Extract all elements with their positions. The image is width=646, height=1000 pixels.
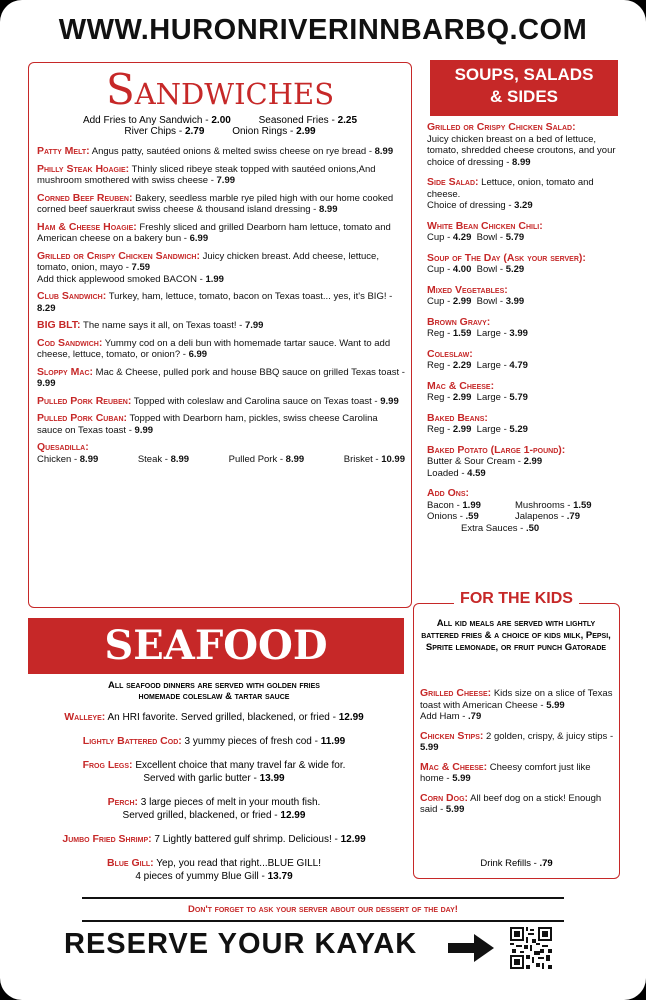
menu-item: Pulled Pork Reuben: Topped with coleslaw and Carolina sauce on Texas toast - 9.99 <box>37 394 399 407</box>
kids-intro: All kid meals are served with lightly battered fries & a choice of kids milk, Pepsi, Sprite lemonade, or fruit punch Gatorade <box>421 618 611 653</box>
menu-item: Pulled Pork Cuban: Topped with Dearborn ham, pickles, swiss cheese Carolina sauce on Texas toast - 9.99 <box>37 412 378 436</box>
menu-item: Lightly Battered Cod: 3 yummy pieces of fresh cod - 11.99 <box>82 735 346 747</box>
soups-header: SOUPS, SALADS & SIDES <box>430 60 618 116</box>
menu-item: Mac & Cheese: Reg - 2.99 Large - 5.79 <box>427 379 528 403</box>
seafood-list <box>28 680 400 894</box>
menu-item: Coleslaw: Reg - 2.29 Large - 4.79 <box>427 347 528 371</box>
soups-list <box>427 122 623 543</box>
menu-item: Perch: 3 large pieces of melt in your mouth fish. Served grilled, blackened, or fried - 12.99 <box>107 796 321 821</box>
menu-item: Corn Dog: All beef dog on a stick! Enough said - 5.99 <box>420 791 602 815</box>
drink-refills: Drink Refills - .79 <box>480 858 553 869</box>
menu-item: Frog Legs: Excellent choice that many travel far & wide for. Served with garlic butter - 13.99 <box>82 759 346 784</box>
arrow-right-icon <box>448 932 496 964</box>
menu-item: Patty Melt: Angus patty, sautéed onions & melted swiss cheese on rye bread - 8.99 <box>37 145 394 157</box>
kids-list <box>420 688 614 824</box>
sandwiches-section <box>28 62 412 608</box>
menu-item: Grilled or Crispy Chicken Salad: Juicy chicken breast on a bed of lettuce, tomato, shredded cheese croutons, and your choice of dressing - 8.99 <box>427 121 616 168</box>
quesadilla-item: Quesadilla: Chicken - 8.99 Steak - 8.99 Pulled Pork - 8.99 Brisket - 10.99 <box>37 441 405 465</box>
kids-section <box>413 590 620 879</box>
menu-item: Brown Gravy: Reg - 1.59 Large - 3.99 <box>427 315 528 339</box>
menu-item: Ham & Cheese Hoagie: Freshly sliced and grilled Dearborn ham lettuce, tomato and American cheese on a bakery bun - 6.99 <box>37 220 391 244</box>
dessert-banner: Don't forget to ask your server about our dessert of the day! <box>82 897 564 922</box>
menu-item: Side Salad: Lettuce, onion, tomato and cheese. Choice of dressing - 3.29 <box>427 176 594 211</box>
fries-addons: Add Fries to Any Sandwich - 2.00 Seasoned Fries - 2.25 River Chips - 2.79 Onion Rings - 2.99 <box>82 115 358 137</box>
menu-item: Blue Gill: Yep, you read that right...BLUE GILL! 4 pieces of yummy Blue Gill - 13.79 <box>106 857 321 882</box>
kids-title: FOR THE KIDS <box>454 590 579 607</box>
menu-item: Grilled Cheese: Kids size on a slice of Texas toast with American Cheese - 5.99 Add Ham - .79 <box>420 687 613 722</box>
qr-code-icon[interactable] <box>510 927 552 969</box>
menu-item: Grilled or Crispy Chicken Sandwich: Juicy chicken breast. Add cheese, lettuce, tomato, onion, mayo - 7.59 Add thick applewood smoked BACON - 1.99 <box>37 249 379 285</box>
menu-item: Chicken Stips: 2 golden, crispy, & juicy stips - 5.99 <box>420 729 614 753</box>
menu-item: Sloppy Mac: Mac & Cheese, pulled pork and house BBQ sauce on grilled Texas toast - 9.99 <box>37 365 405 389</box>
menu-item: Philly Steak Hoagie: Thinly sliced ribeye steak topped with sautéed onions,And mushroom smothered with swiss cheese - 7.99 <box>37 162 376 186</box>
menu-item: White Bean Chicken Chili: Cup - 4.29 Bowl - 5.79 <box>427 219 543 243</box>
menu-item: Mac & Cheese: Cheesy comfort just like home - 5.99 <box>420 760 591 784</box>
website-url[interactable]: WWW.HURONRIVERINNBARBQ.COM <box>58 14 588 46</box>
menu-item: Mixed Vegetables: Cup - 2.99 Bowl - 3.99 <box>427 283 525 307</box>
sandwiches-title: Sandwiches <box>105 65 335 114</box>
seafood-header: SEAFOOD <box>28 618 404 674</box>
addons-item: Add Ons: Bacon - 1.99 Mushrooms - 1.59 Onions - .59 Jalapenos - .79 Extra Sauces - .50 <box>427 487 592 534</box>
menu-item: Cod Sandwich: Yummy cod on a deli bun with homemade tartar sauce. Want to add cheese, lettuce, tomato, or onion? - 6.99 <box>37 336 391 360</box>
sandwich-list <box>37 146 405 471</box>
menu-item: Corned Beef Reuben: Bakery, seedless marble rye piled high with our home cooked corned beef sauerkraut swiss cheese & thousand island dressing - 8.99 <box>37 191 394 215</box>
menu-item: Baked Potato (Large 1-pound): Butter & Sour Cream - 2.99 Loaded - 4.59 <box>427 443 566 479</box>
menu-item: BIG BLT: The name says it all, on Texas toast! - 7.99 <box>37 319 264 331</box>
reserve-kayak-text[interactable]: RESERVE YOUR KAYAK <box>64 928 418 960</box>
menu-item: Club Sandwich: Turkey, ham, lettuce, tomato, bacon on Texas toast... yes, it's BIG! - 8.29 <box>37 290 393 314</box>
menu-item: Walleye: An HRI favorite. Served grilled, blackened, or fried - 12.99 <box>64 711 364 723</box>
menu-item: Baked Beans: Reg - 2.99 Large - 5.29 <box>427 411 528 435</box>
menu-item: Soup of The Day (Ask your server): Cup - 4.00 Bowl - 5.29 <box>427 251 586 275</box>
menu-item: Jumbo Fried Shrimp: 7 Lightly battered gulf shrimp. Delicious! - 12.99 <box>62 833 366 845</box>
seafood-intro: All seafood dinners are served with golden fries homemade coleslaw & tartar sauce <box>108 680 320 702</box>
